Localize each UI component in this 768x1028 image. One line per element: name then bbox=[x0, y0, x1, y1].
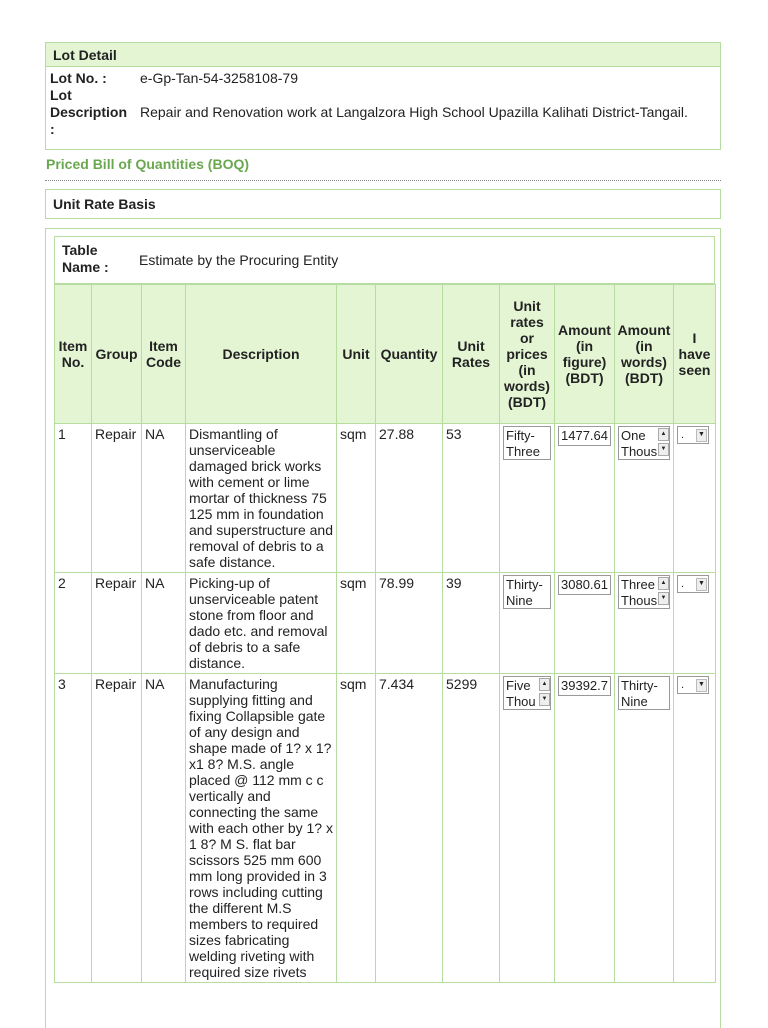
col-i-have-seen: I have seen bbox=[674, 285, 716, 424]
item-no: 1 bbox=[55, 424, 92, 573]
unit-rate-basis-panel bbox=[45, 189, 721, 219]
boq-title: Priced Bill of Quantities (BOQ) bbox=[46, 156, 250, 172]
table-row bbox=[55, 424, 716, 573]
item-code: NA bbox=[142, 424, 186, 573]
scroll-down-icon[interactable]: ▼ bbox=[539, 693, 550, 706]
lot-no-value: e-Gp-Tan-54-3258108-79 bbox=[140, 70, 298, 86]
table-name-value: Estimate by the Procuring Entity bbox=[139, 252, 339, 268]
scroll-arrows-icon[interactable] bbox=[658, 577, 668, 607]
i-have-seen-select[interactable]: . ▼ bbox=[677, 575, 709, 593]
amount-words-field[interactable]: Thirty-Nine bbox=[618, 676, 670, 710]
col-unit: Unit bbox=[337, 285, 376, 424]
quantity: 27.88 bbox=[376, 424, 443, 573]
scroll-arrows-icon[interactable] bbox=[658, 428, 668, 458]
lot-no-label: Lot No. : bbox=[50, 70, 107, 86]
col-unit-rates-words: Unit rates or prices (in words) (BDT) bbox=[500, 285, 555, 424]
amount-figure-field[interactable]: 1477.64 bbox=[558, 426, 611, 446]
scroll-up-icon[interactable]: ▲ bbox=[658, 428, 669, 441]
i-have-seen-select[interactable]: . ▼ bbox=[677, 426, 709, 444]
chevron-down-icon: ▼ bbox=[696, 679, 707, 692]
item-code: NA bbox=[142, 674, 186, 983]
scroll-up-icon[interactable]: ▲ bbox=[658, 577, 669, 590]
unit-rate-words-field[interactable]: Fifty-Three bbox=[503, 426, 551, 460]
description: Dismantling of unserviceable damaged brick works with cement or lime mortar of thickness 75 125 mm in foundation and superstructure and removal of debris to a safe distance. bbox=[186, 424, 337, 573]
unit-rate: 5299 bbox=[443, 674, 500, 983]
quantity: 7.434 bbox=[376, 674, 443, 983]
scroll-down-icon[interactable]: ▼ bbox=[658, 443, 669, 456]
chevron-down-icon: ▼ bbox=[696, 429, 707, 442]
col-amount-figure: Amount (in figure) (BDT) bbox=[555, 285, 615, 424]
col-description: Description bbox=[186, 285, 337, 424]
unit: sqm bbox=[337, 424, 376, 573]
group: Repair bbox=[92, 424, 142, 573]
lot-description-value: Repair and Renovation work at Langalzora High School Upazilla Kalihati District-Tangail. bbox=[140, 104, 688, 120]
col-quantity: Quantity bbox=[376, 285, 443, 424]
amount-figure-field[interactable]: 39392.7 bbox=[558, 676, 611, 696]
item-code: NA bbox=[142, 573, 186, 674]
amount-words-field[interactable]: One Thous ▲ ▼ bbox=[618, 426, 670, 460]
table-header-row bbox=[55, 285, 716, 424]
col-amount-words: Amount (in words) (BDT) bbox=[615, 285, 674, 424]
description: Picking-up of unserviceable patent stone from floor and dado etc. and removal of debris to a safe distance. bbox=[186, 573, 337, 674]
unit-rate: 39 bbox=[443, 573, 500, 674]
quantity: 78.99 bbox=[376, 573, 443, 674]
item-no: 3 bbox=[55, 674, 92, 983]
unit-rate-basis-label: Unit Rate Basis bbox=[53, 196, 156, 212]
boq-divider bbox=[45, 180, 721, 181]
col-item-no: Item No. bbox=[55, 285, 92, 424]
chevron-down-icon: ▼ bbox=[696, 578, 707, 591]
unit-rate: 53 bbox=[443, 424, 500, 573]
amount-words-field[interactable]: Three Thous ▲ ▼ bbox=[618, 575, 670, 609]
amount-figure-field[interactable]: 3080.61 bbox=[558, 575, 611, 595]
group: Repair bbox=[92, 573, 142, 674]
lot-detail-panel bbox=[45, 42, 721, 150]
table-row bbox=[55, 573, 716, 674]
group: Repair bbox=[92, 674, 142, 983]
i-have-seen-select[interactable]: . ▼ bbox=[677, 676, 709, 694]
item-no: 2 bbox=[55, 573, 92, 674]
boq-table bbox=[54, 284, 716, 983]
col-unit-rates: Unit Rates bbox=[443, 285, 500, 424]
lot-description-label: Lot Description : bbox=[50, 87, 128, 137]
unit: sqm bbox=[337, 573, 376, 674]
col-group: Group bbox=[92, 285, 142, 424]
table-name-row bbox=[54, 236, 715, 284]
scroll-arrows-icon[interactable] bbox=[539, 678, 549, 708]
table-name-label: Table Name : bbox=[62, 242, 109, 275]
lot-detail-header: Lot Detail bbox=[46, 43, 720, 67]
unit-rate-words-field[interactable]: Five Thou ▲ ▼ bbox=[503, 676, 551, 710]
unit: sqm bbox=[337, 674, 376, 983]
scroll-down-icon[interactable]: ▼ bbox=[658, 592, 669, 605]
col-item-code: Item Code bbox=[142, 285, 186, 424]
unit-rate-words-field[interactable]: Thirty-Nine bbox=[503, 575, 551, 609]
description: Manufacturing supplying fitting and fixing Collapsible gate of any design and shape made of 1? x 1? x1 8? M.S. angle placed @ 112 mm c c vertically and connecting the same with each other by 1? x 1 8? M S. flat bar scissors 525 mm 600 mm long provided in 3 rows including cutting the different M.S members to required sizes fabricating welding riveting with required size rivets bbox=[186, 674, 337, 983]
table-row bbox=[55, 674, 716, 983]
scroll-up-icon[interactable]: ▲ bbox=[539, 678, 550, 691]
